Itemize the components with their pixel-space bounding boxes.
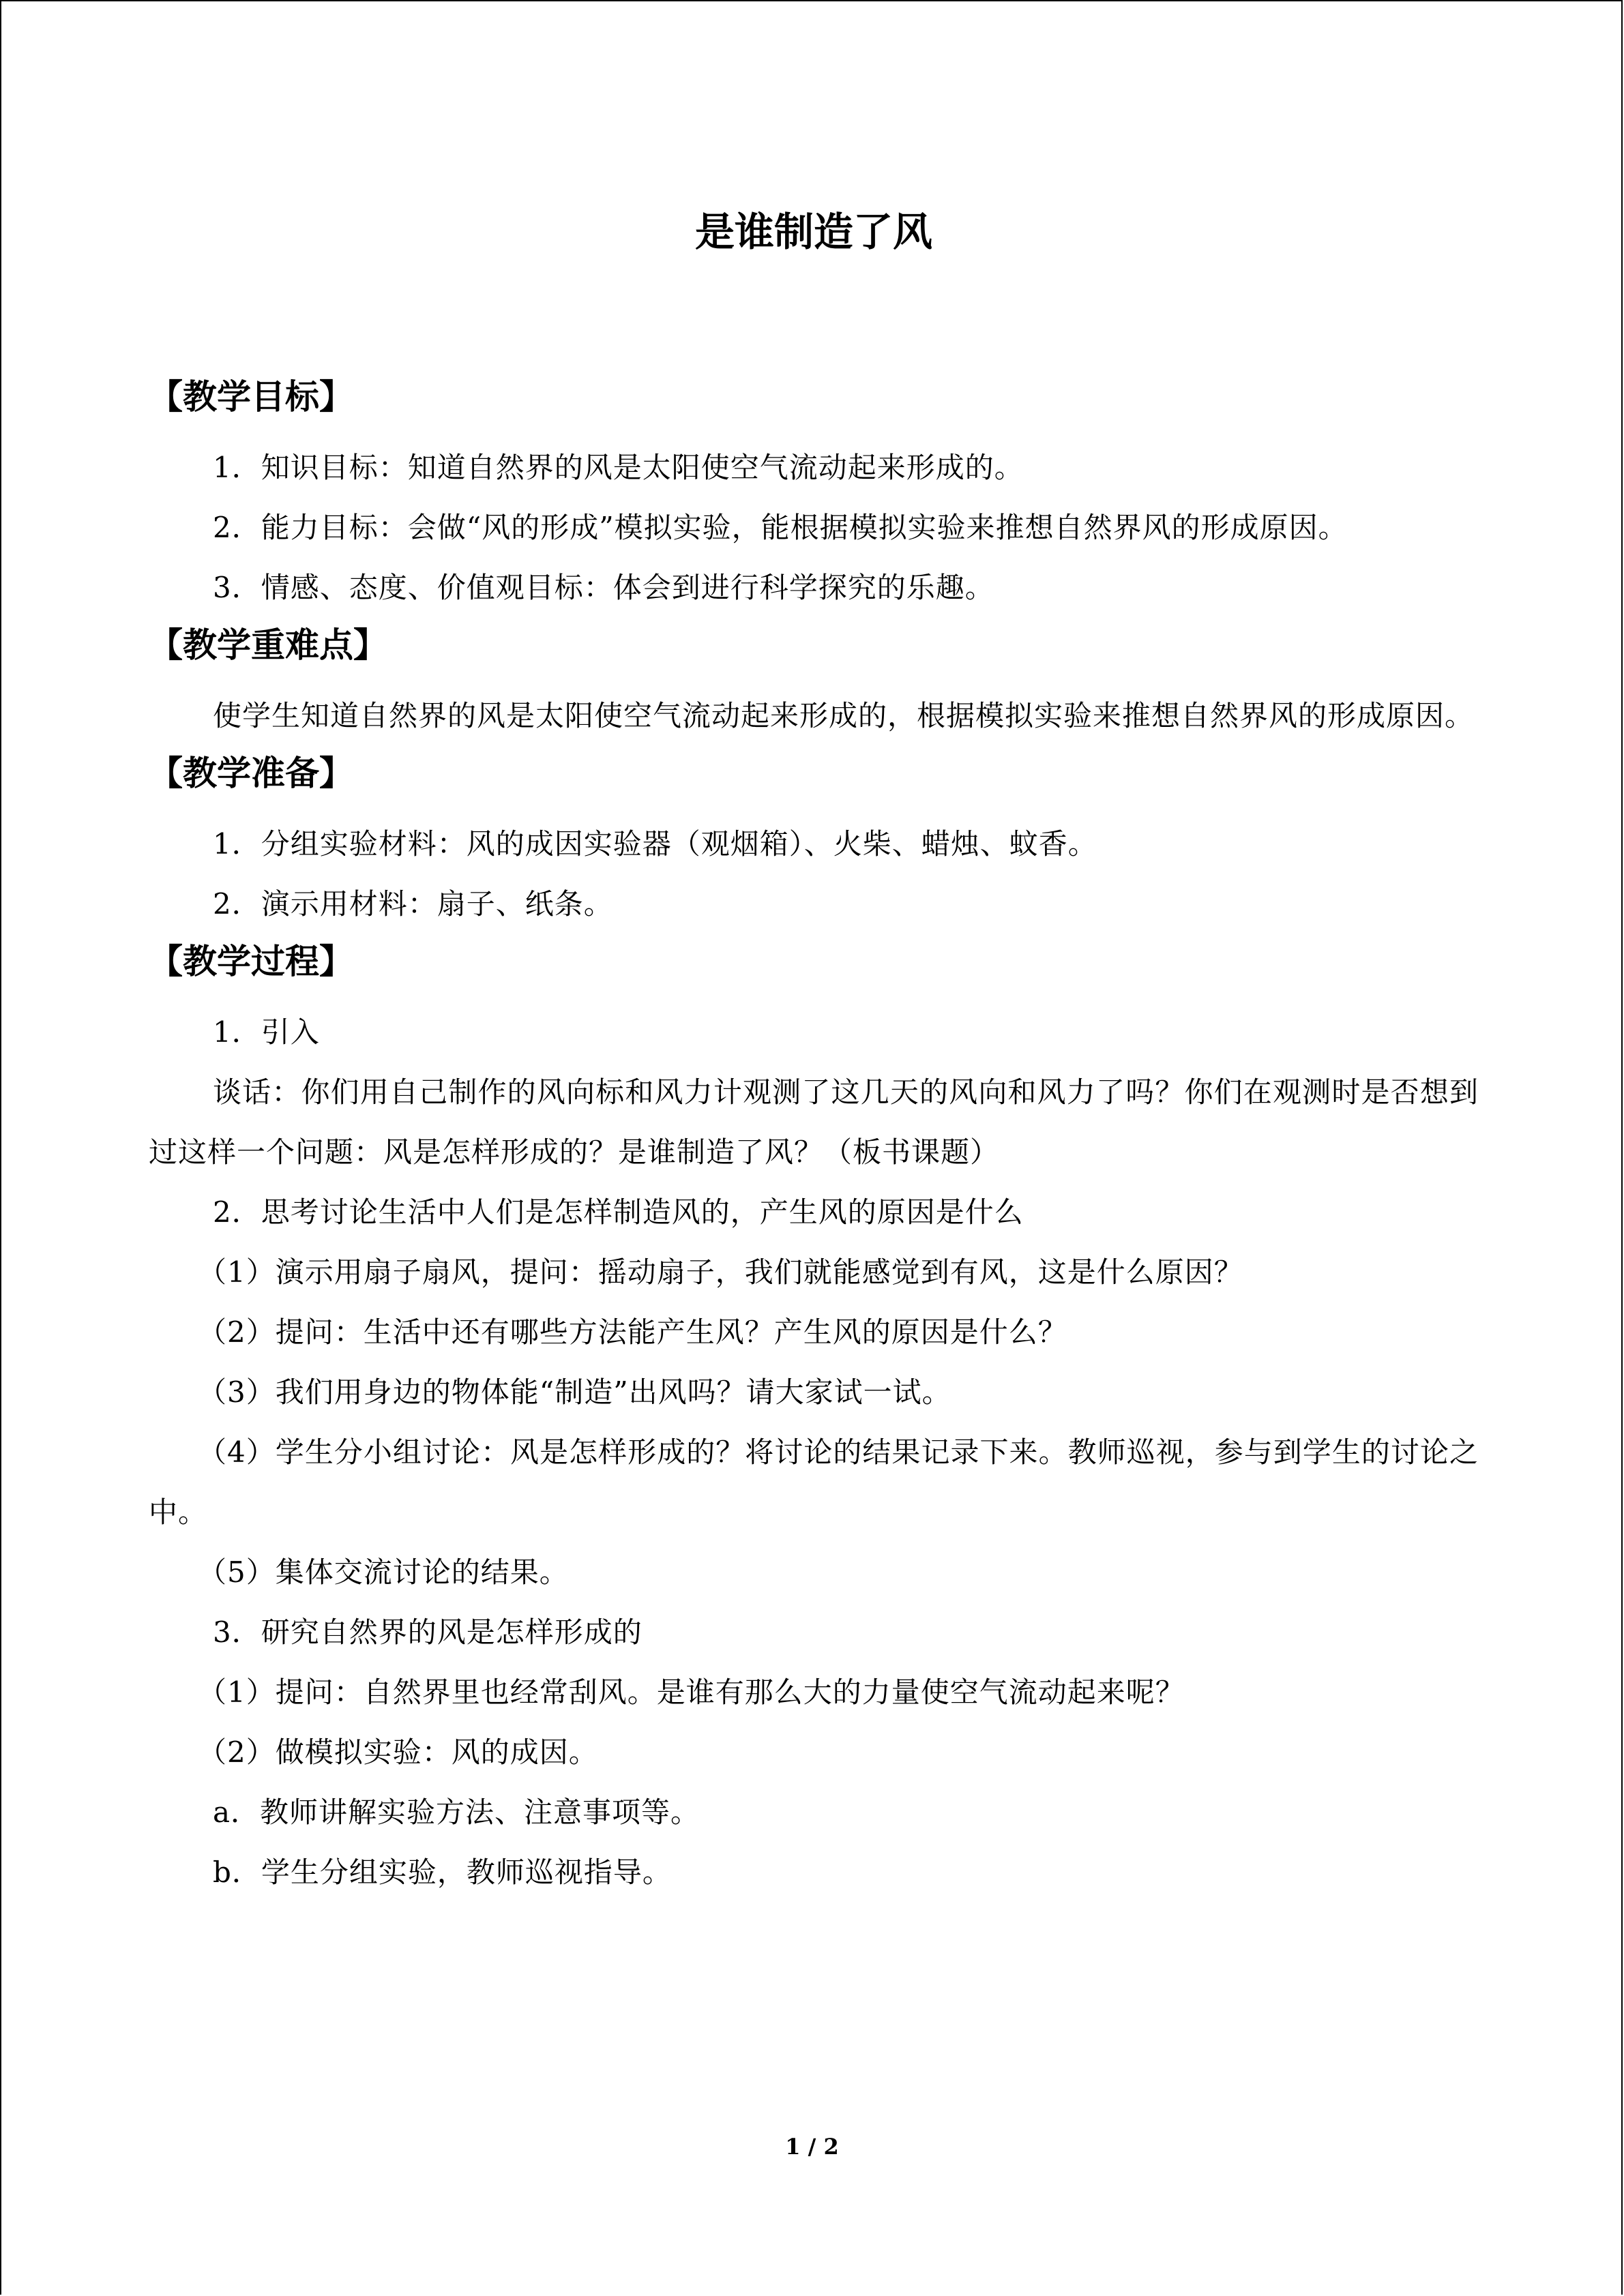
paragraph: （2）做模拟实验：风的成因。 [198,1735,598,1769]
paragraph: a．教师讲解实验方法、注意事项等。 [213,1795,700,1829]
document-body [149,205,1479,1903]
section-process [149,934,1479,1903]
paragraph: 2．演示用材料：扇子、纸条。 [213,887,613,921]
paragraph: 3．情感、态度、价值观目标：体会到进行科学探究的乐趣。 [213,571,994,604]
section-heading: 【教学重难点】 [149,625,387,665]
paragraph: （1）演示用扇子扇风，提问：摇动扇子，我们就能感觉到有风，这是什么原因？ [198,1255,1243,1289]
paragraph: b．学生分组实验，教师巡视指导。 [213,1855,672,1889]
paragraph: （3）我们用身边的物体能“制造”出风吗？请大家试一试。 [198,1375,951,1409]
paragraph: 谈话：你们用自己制作的风向标和风力计观测了这几天的风向和风力了吗？你们在观测时是否想到过这样一个问题：风是怎样形成的？是谁制造了风？（板书课题） [149,1075,1479,1169]
section-preparation [149,746,1479,934]
section-heading: 【教学目标】 [149,377,353,417]
paragraph: 3．研究自然界的风是怎样形成的 [213,1615,643,1649]
paragraph: 2．思考讨论生活中人们是怎样制造风的，产生风的原因是什么 [213,1195,1024,1229]
paragraph: （5）集体交流讨论的结果。 [198,1555,569,1589]
paragraph: （4）学生分小组讨论：风是怎样形成的？将讨论的结果记录下来。教师巡视，参与到学生的讨论之中。 [149,1435,1479,1529]
section-objectives [149,370,1479,618]
paragraph: 2．能力目标：会做“风的形成”模拟实验，能根据模拟实验来推想自然界风的形成原因。 [213,511,1348,544]
section-heading: 【教学过程】 [149,942,353,981]
paragraph: 1．分组实验材料：风的成因实验器（观烟箱）、火柴、蜡烛、蚊香。 [213,827,1097,861]
section-heading: 【教学准备】 [149,754,353,793]
paragraph: 1．知识目标：知道自然界的风是太阳使空气流动起来形成的。 [213,451,1024,484]
paragraph: （2）提问：生活中还有哪些方法能产生风？产生风的原因是什么？ [198,1315,1067,1349]
spacer [149,259,1479,370]
paragraph: 1．引入 [213,1015,320,1049]
paragraph: 使学生知道自然界的风是太阳使空气流动起来形成的，根据模拟实验来推想自然界风的形成原因。 [213,699,1475,732]
section-key-points [149,618,1479,746]
page-number: 1 / 2 [785,2134,839,2160]
paragraph: （1）提问：自然界里也经常刮风。是谁有那么大的力量使空气流动起来呢？ [198,1675,1185,1709]
document-title: 是谁制造了风 [694,209,932,255]
